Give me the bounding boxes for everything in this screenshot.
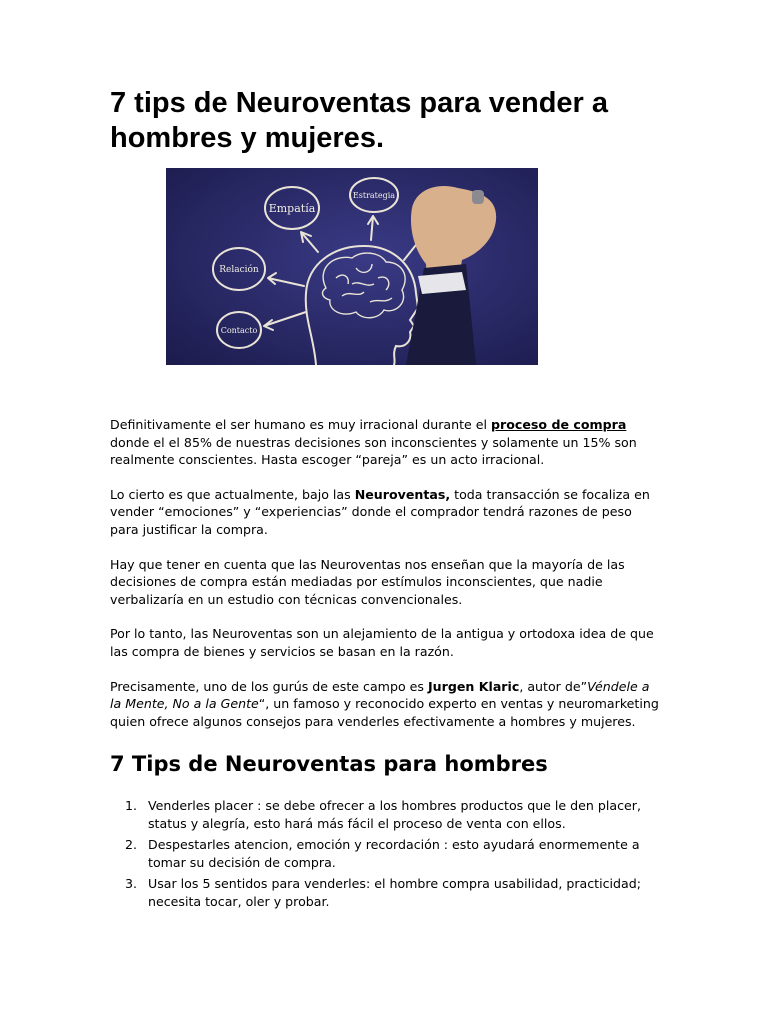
list-item-text: Venderles placer : se debe ofrecer a los hombres productos que le den placer, status y alegría, esto hará más fácil el proceso de venta con ellos. bbox=[148, 798, 641, 831]
list-item-text: Usar los 5 sentidos para venderles: el hombre compra usabilidad, practicidad; necesita tocar, oler y probar. bbox=[148, 876, 641, 909]
section-heading: 7 Tips de Neuroventas para hombres bbox=[110, 752, 548, 776]
list-number: 2. bbox=[125, 837, 138, 853]
paragraph-2 bbox=[110, 486, 662, 539]
proceso-de-compra-link[interactable]: proceso de compra bbox=[491, 417, 627, 432]
brain-chalkboard-illustration bbox=[166, 168, 538, 365]
p2-text-start: Lo cierto es que actualmente, bajo las bbox=[110, 486, 355, 502]
estrategia-label: Estrategia bbox=[352, 191, 396, 200]
empatia-label: Empatía bbox=[268, 202, 316, 215]
list-item bbox=[110, 875, 662, 910]
paragraph-4: Por lo tanto, las Neuroventas son un alejamiento de la antigua y ortodoxa idea de que las compra de bienes y servicios se basan en la razón. bbox=[110, 626, 654, 659]
p1-text-start: Definitivamente el ser humano es muy irracional durante el bbox=[110, 417, 492, 432]
paragraph-3: Hay que tener en cuenta que las Neuroventas nos enseñan que la mayoría de las decisiones de compra están mediadas por estímulos inconscientes, que nadie verbalizaría en un estudio con técnicas convencionales. bbox=[110, 556, 625, 607]
paragraph-5 bbox=[110, 678, 662, 731]
relacion-label: Relación bbox=[219, 265, 259, 275]
paragraph-1 bbox=[110, 416, 662, 469]
article-title: 7 tips de Neuroventas para vender a hombres y mujeres. bbox=[110, 87, 609, 154]
article-body bbox=[110, 416, 662, 747]
contacto-label: Contacto bbox=[220, 326, 258, 335]
p5-text-end: “, un famoso y reconocido experto en ventas y neuromarketing quien ofrece algunos consejos para venderles efectivamente a hombres y mujeres. bbox=[110, 696, 659, 729]
tips-list bbox=[110, 797, 662, 915]
list-item-text: Despestarles atencion, emoción y recordación : esto ayudará enormemente a tomar su decisión de compra. bbox=[148, 837, 640, 870]
list-item bbox=[110, 797, 662, 832]
author-name: Jurgen Klaric bbox=[427, 678, 520, 694]
list-number: 1. bbox=[125, 798, 138, 813]
list-number: 3. bbox=[125, 876, 138, 892]
p5-text-mid: , autor de” bbox=[519, 678, 588, 694]
p1-text-end: donde el el 85% de nuestras decisiones son inconscientes y solamente un 15% son realmente conscientes. Hasta escoger “pareja” es un acto irracional. bbox=[110, 434, 637, 468]
neuroventas-bold: Neuroventas, bbox=[354, 486, 451, 502]
book-title: Véndele a la Mente, No a la Gente bbox=[110, 678, 650, 712]
list-item bbox=[110, 836, 662, 871]
hero-image bbox=[166, 168, 538, 365]
p5-text-start: Precisamente, uno de los gurús de este campo es bbox=[110, 678, 428, 694]
p2-text-end: toda transacción se focaliza en vender “emociones” y “experiencias” donde el comprador tendrá razones de peso para justificar la compra. bbox=[110, 486, 650, 537]
